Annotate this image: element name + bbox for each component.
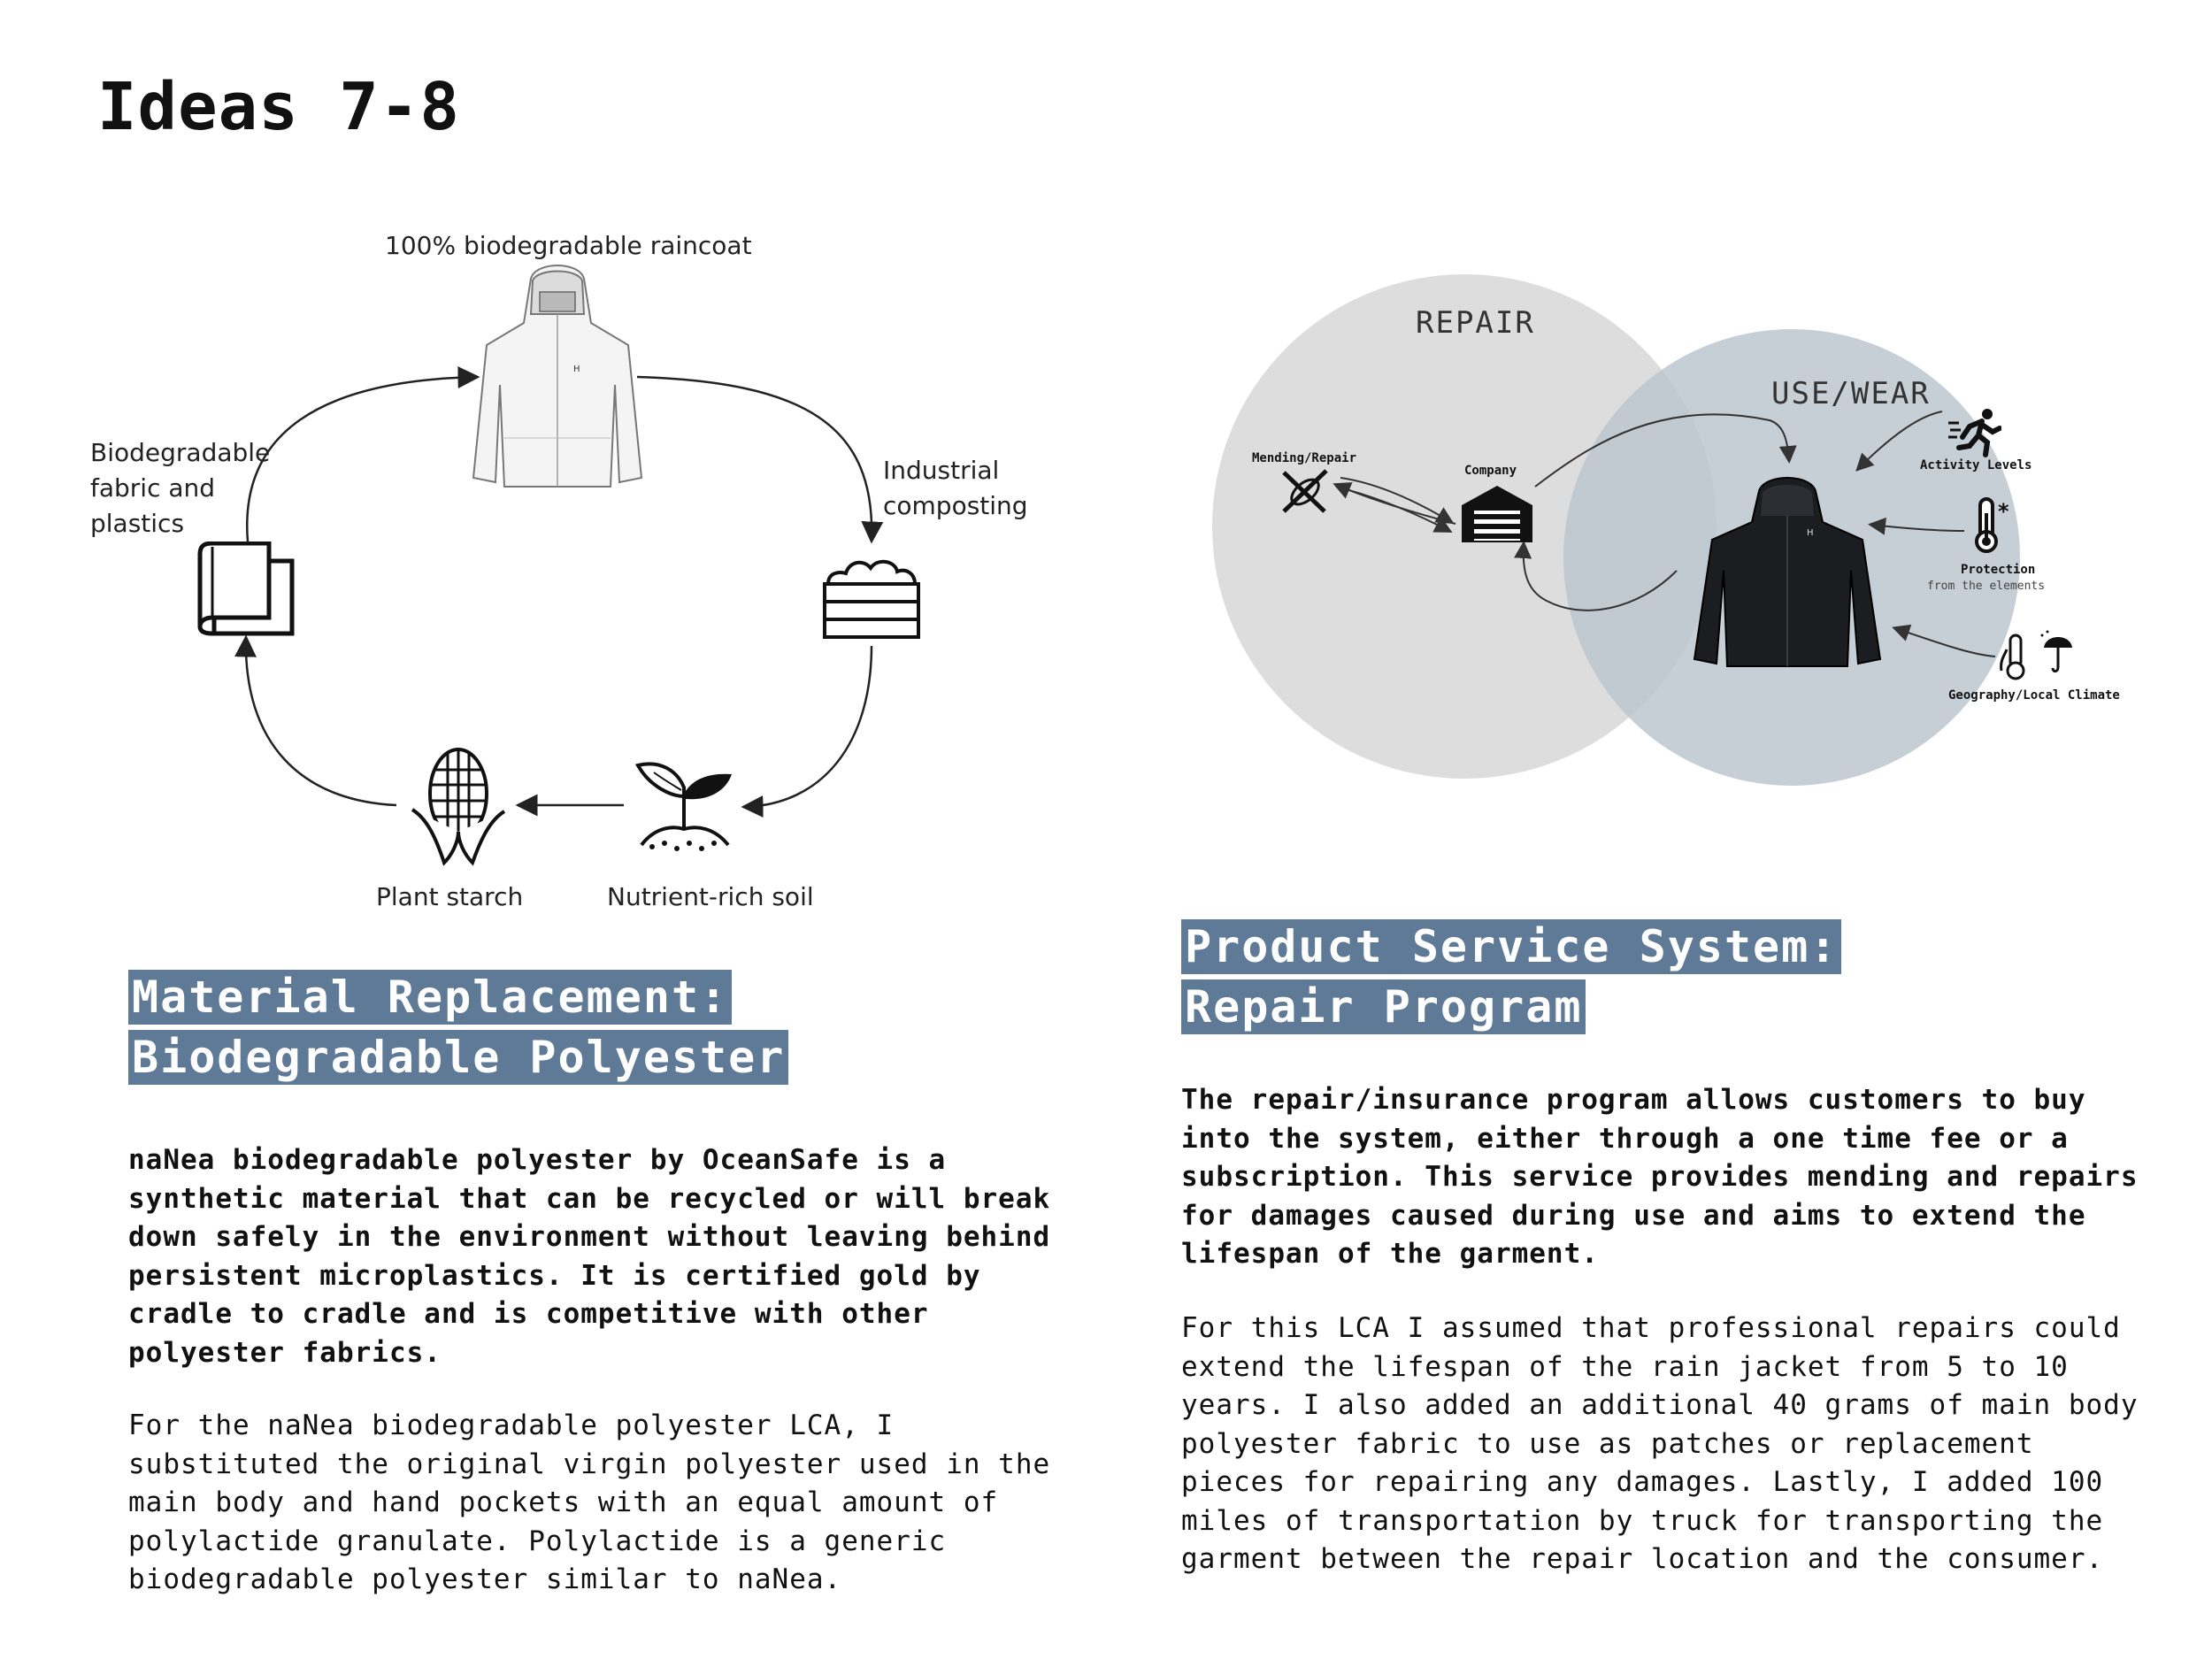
climate-icons — [2000, 628, 2079, 681]
protection-sublabel: from the elements — [1927, 580, 2046, 593]
jacket-icon — [1690, 473, 1885, 672]
soil-label: Nutrient-rich soil — [607, 882, 814, 911]
fabric-label-line: Biodegradable — [90, 438, 271, 467]
usewear-circle-title: USE/WEAR — [1771, 376, 1931, 411]
venn-diagram — [1194, 274, 2168, 805]
composting-label — [883, 453, 1028, 524]
page-title: Ideas 7-8 — [97, 69, 460, 145]
venn-circles — [1194, 274, 2168, 805]
svg-text:H: H — [1807, 528, 1814, 538]
needle-thread-icon — [1279, 467, 1332, 516]
composting-label-line: composting — [883, 491, 1028, 520]
repair-paragraph-2: For this LCA I assumed that professional repairs could extend the lifespan of the rain jacket from 5 to 10 years. I also added an additional 40 grams of main body polyester fabric to use as patches or replacement pieces for repairing any damages. Lastly, I added 100 miles of transportation by truck for transporting the garment between the repair location and the consumer. — [1181, 1312, 2139, 1575]
material-paragraph-2: For the naNea biodegradable polyester LCA, I substituted the original virgin polyester used in the main body and hand pockets with an equal amount of polylactide granulate. Polylactide is a generic biodegradable polyester similar to naNea. — [128, 1409, 1051, 1595]
material-replacement-heading — [128, 967, 836, 1087]
warehouse-icon — [1460, 484, 1534, 544]
compost-bin-icon — [821, 556, 922, 641]
fabric-label-line: fabric and — [90, 473, 216, 503]
activity-label: Activity Levels — [1920, 458, 2032, 472]
repair-paragraph-1: The repair/insurance program allows customers to buy into the system, either through a one time fee or a subscription. This service provides mending and repairs for damages caused during use and aims to extend the lifespan of the garment. — [1181, 1084, 2139, 1270]
company-label: Company — [1464, 464, 1517, 478]
protection-label: Protection — [1961, 563, 2036, 577]
repair-program-heading — [1181, 917, 2031, 1037]
raincoat-icon — [469, 261, 646, 495]
repair-program-heading-text: Product Service System: Repair Program — [1181, 919, 1841, 1034]
material-replacement-heading-text: Material Replacement: Biodegradable Polyester — [128, 970, 788, 1085]
running-person-icon — [1947, 407, 2001, 458]
mending-label: Mending/Repair — [1252, 451, 1357, 465]
corn-icon — [409, 748, 508, 867]
raincoat-label: 100% biodegradable raincoat — [385, 231, 752, 260]
fabric-roll-icon — [196, 541, 296, 637]
lifecycle-diagram — [0, 0, 1106, 938]
fabric-label-line: plastics — [90, 509, 185, 538]
fabric-label — [90, 435, 270, 541]
starch-label: Plant starch — [376, 882, 524, 911]
material-paragraph-1: naNea biodegradable polyester by OceanSafe is a synthetic material that can be recycled or will break down safely in the environment without leaving behind persistent microplastics. It is certified gold by cradle to cradle and is competitive with other polyester fabrics. — [128, 1144, 1051, 1369]
thermometer-icon — [1971, 495, 2017, 554]
svg-text:*: * — [1998, 499, 2009, 524]
seedling-icon — [633, 757, 734, 854]
svg-text:H: H — [573, 365, 580, 374]
geography-label: Geography/Local Climate — [1948, 688, 2120, 703]
composting-label-line: Industrial — [883, 456, 1000, 485]
repair-circle-title: REPAIR — [1416, 305, 1535, 341]
